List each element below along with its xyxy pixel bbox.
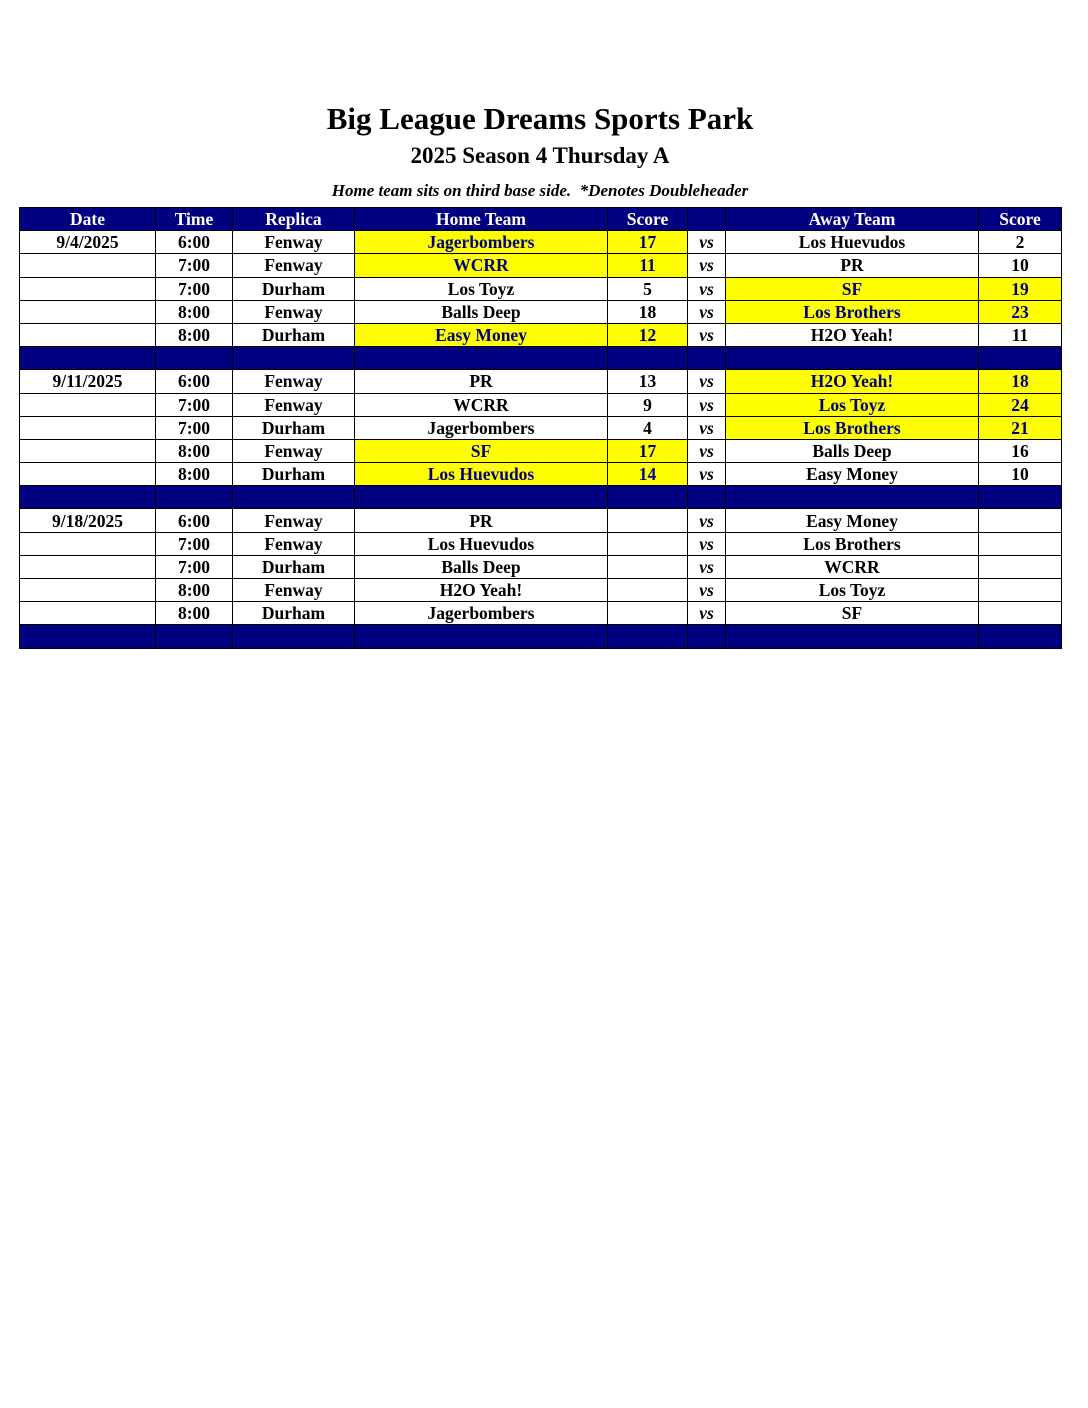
away-team: Los Toyz bbox=[726, 579, 979, 602]
home-score bbox=[608, 602, 688, 625]
away-team: SF bbox=[726, 602, 979, 625]
game-row bbox=[20, 579, 1062, 602]
header-row bbox=[20, 208, 1062, 231]
home-score: 14 bbox=[608, 463, 688, 486]
home-team: H2O Yeah! bbox=[355, 579, 608, 602]
home-team: Easy Money bbox=[355, 323, 608, 346]
away-score bbox=[979, 555, 1062, 578]
away-score: 2 bbox=[979, 231, 1062, 254]
separator-cell bbox=[979, 347, 1062, 370]
game-replica: Fenway bbox=[233, 231, 355, 254]
separator-cell bbox=[608, 486, 688, 509]
game-replica: Fenway bbox=[233, 393, 355, 416]
col-header-home-score: Score bbox=[608, 208, 688, 231]
home-score: 9 bbox=[608, 393, 688, 416]
vs-label: vs bbox=[688, 300, 726, 323]
game-time: 8:00 bbox=[156, 463, 233, 486]
col-header-vs bbox=[688, 208, 726, 231]
separator-cell bbox=[156, 347, 233, 370]
col-header-away-team: Away Team bbox=[726, 208, 979, 231]
home-score: 4 bbox=[608, 416, 688, 439]
home-team: PR bbox=[355, 509, 608, 532]
separator-cell bbox=[233, 347, 355, 370]
game-row bbox=[20, 231, 1062, 254]
game-date bbox=[20, 439, 156, 462]
home-team: SF bbox=[355, 439, 608, 462]
vs-label: vs bbox=[688, 602, 726, 625]
home-score: 18 bbox=[608, 300, 688, 323]
game-row bbox=[20, 439, 1062, 462]
separator-cell bbox=[355, 486, 608, 509]
vs-label: vs bbox=[688, 509, 726, 532]
game-time: 8:00 bbox=[156, 439, 233, 462]
separator-cell bbox=[20, 347, 156, 370]
vs-label: vs bbox=[688, 579, 726, 602]
col-header-replica: Replica bbox=[233, 208, 355, 231]
game-date bbox=[20, 532, 156, 555]
game-date bbox=[20, 254, 156, 277]
game-date bbox=[20, 579, 156, 602]
separator-cell bbox=[20, 486, 156, 509]
game-date: 9/18/2025 bbox=[20, 509, 156, 532]
separator-cell bbox=[355, 347, 608, 370]
home-score: 13 bbox=[608, 370, 688, 393]
game-replica: Fenway bbox=[233, 370, 355, 393]
game-row bbox=[20, 370, 1062, 393]
away-team: Easy Money bbox=[726, 463, 979, 486]
home-score: 11 bbox=[608, 254, 688, 277]
game-row bbox=[20, 277, 1062, 300]
game-time: 6:00 bbox=[156, 370, 233, 393]
schedule-table bbox=[19, 207, 1062, 649]
home-score: 17 bbox=[608, 439, 688, 462]
home-score bbox=[608, 509, 688, 532]
separator-cell bbox=[979, 486, 1062, 509]
away-team: Los Brothers bbox=[726, 300, 979, 323]
away-team: H2O Yeah! bbox=[726, 370, 979, 393]
game-row bbox=[20, 555, 1062, 578]
home-team: Balls Deep bbox=[355, 300, 608, 323]
game-replica: Durham bbox=[233, 277, 355, 300]
home-team: Jagerbombers bbox=[355, 231, 608, 254]
game-time: 7:00 bbox=[156, 416, 233, 439]
separator-cell bbox=[726, 347, 979, 370]
home-team: WCRR bbox=[355, 254, 608, 277]
game-time: 6:00 bbox=[156, 509, 233, 532]
separator-cell bbox=[156, 486, 233, 509]
separator-cell bbox=[355, 625, 608, 648]
away-team: Los Brothers bbox=[726, 416, 979, 439]
week-separator-row bbox=[20, 486, 1062, 509]
home-score bbox=[608, 579, 688, 602]
separator-cell bbox=[726, 625, 979, 648]
home-team: Jagerbombers bbox=[355, 602, 608, 625]
away-team: WCRR bbox=[726, 555, 979, 578]
separator-cell bbox=[233, 625, 355, 648]
game-time: 7:00 bbox=[156, 532, 233, 555]
home-score: 5 bbox=[608, 277, 688, 300]
game-date bbox=[20, 555, 156, 578]
game-time: 8:00 bbox=[156, 602, 233, 625]
game-replica: Fenway bbox=[233, 532, 355, 555]
home-team: PR bbox=[355, 370, 608, 393]
separator-cell bbox=[688, 486, 726, 509]
vs-label: vs bbox=[688, 555, 726, 578]
game-replica: Durham bbox=[233, 602, 355, 625]
separator-cell bbox=[608, 625, 688, 648]
col-header-home-team: Home Team bbox=[355, 208, 608, 231]
vs-label: vs bbox=[688, 277, 726, 300]
away-team: H2O Yeah! bbox=[726, 323, 979, 346]
vs-label: vs bbox=[688, 532, 726, 555]
away-team: Los Brothers bbox=[726, 532, 979, 555]
away-score: 11 bbox=[979, 323, 1062, 346]
home-team: Los Toyz bbox=[355, 277, 608, 300]
home-score: 17 bbox=[608, 231, 688, 254]
game-row bbox=[20, 509, 1062, 532]
season-subtitle: 2025 Season 4 Thursday A bbox=[410, 143, 670, 168]
away-score: 10 bbox=[979, 463, 1062, 486]
away-score bbox=[979, 509, 1062, 532]
away-team: PR bbox=[726, 254, 979, 277]
separator-cell bbox=[688, 625, 726, 648]
game-replica: Fenway bbox=[233, 300, 355, 323]
game-replica: Fenway bbox=[233, 579, 355, 602]
vs-label: vs bbox=[688, 416, 726, 439]
game-time: 8:00 bbox=[156, 579, 233, 602]
away-team: Los Huevudos bbox=[726, 231, 979, 254]
game-row bbox=[20, 602, 1062, 625]
game-time: 7:00 bbox=[156, 393, 233, 416]
vs-label: vs bbox=[688, 231, 726, 254]
game-time: 8:00 bbox=[156, 300, 233, 323]
away-team: Balls Deep bbox=[726, 439, 979, 462]
home-team: Los Huevudos bbox=[355, 532, 608, 555]
home-score: 12 bbox=[608, 323, 688, 346]
game-row bbox=[20, 254, 1062, 277]
away-score bbox=[979, 532, 1062, 555]
col-header-date: Date bbox=[20, 208, 156, 231]
game-replica: Fenway bbox=[233, 439, 355, 462]
away-score: 21 bbox=[979, 416, 1062, 439]
vs-label: vs bbox=[688, 393, 726, 416]
home-team: Balls Deep bbox=[355, 555, 608, 578]
away-score bbox=[979, 602, 1062, 625]
home-team: Los Huevudos bbox=[355, 463, 608, 486]
vs-label: vs bbox=[688, 370, 726, 393]
home-team: WCRR bbox=[355, 393, 608, 416]
game-replica: Durham bbox=[233, 416, 355, 439]
away-score: 24 bbox=[979, 393, 1062, 416]
game-date bbox=[20, 277, 156, 300]
game-date: 9/11/2025 bbox=[20, 370, 156, 393]
separator-cell bbox=[608, 347, 688, 370]
game-time: 6:00 bbox=[156, 231, 233, 254]
game-replica: Durham bbox=[233, 463, 355, 486]
away-score: 16 bbox=[979, 439, 1062, 462]
away-team: Easy Money bbox=[726, 509, 979, 532]
separator-cell bbox=[20, 625, 156, 648]
game-replica: Fenway bbox=[233, 254, 355, 277]
col-header-away-score: Score bbox=[979, 208, 1062, 231]
game-row bbox=[20, 323, 1062, 346]
game-date bbox=[20, 393, 156, 416]
col-header-time: Time bbox=[156, 208, 233, 231]
separator-cell bbox=[233, 486, 355, 509]
home-score bbox=[608, 555, 688, 578]
game-time: 7:00 bbox=[156, 254, 233, 277]
game-replica: Durham bbox=[233, 555, 355, 578]
game-row bbox=[20, 532, 1062, 555]
game-date bbox=[20, 323, 156, 346]
schedule-body bbox=[20, 231, 1062, 648]
page-title: Big League Dreams Sports Park bbox=[326, 101, 754, 136]
game-date bbox=[20, 416, 156, 439]
game-date bbox=[20, 300, 156, 323]
away-score: 18 bbox=[979, 370, 1062, 393]
away-score bbox=[979, 579, 1062, 602]
week-separator-row bbox=[20, 347, 1062, 370]
separator-cell bbox=[688, 347, 726, 370]
separator-cell bbox=[979, 625, 1062, 648]
home-score bbox=[608, 532, 688, 555]
game-replica: Durham bbox=[233, 323, 355, 346]
away-score: 23 bbox=[979, 300, 1062, 323]
vs-label: vs bbox=[688, 463, 726, 486]
away-team: SF bbox=[726, 277, 979, 300]
vs-label: vs bbox=[688, 254, 726, 277]
game-row bbox=[20, 300, 1062, 323]
separator-cell bbox=[726, 486, 979, 509]
home-team: Jagerbombers bbox=[355, 416, 608, 439]
game-row bbox=[20, 463, 1062, 486]
game-time: 7:00 bbox=[156, 555, 233, 578]
vs-label: vs bbox=[688, 439, 726, 462]
away-score: 10 bbox=[979, 254, 1062, 277]
away-team: Los Toyz bbox=[726, 393, 979, 416]
game-time: 7:00 bbox=[156, 277, 233, 300]
game-time: 8:00 bbox=[156, 323, 233, 346]
away-score: 19 bbox=[979, 277, 1062, 300]
game-date bbox=[20, 602, 156, 625]
separator-cell bbox=[156, 625, 233, 648]
schedule-note: Home team sits on third base side. *Denotes Doubleheader bbox=[331, 181, 749, 200]
game-date: 9/4/2025 bbox=[20, 231, 156, 254]
week-separator-row bbox=[20, 625, 1062, 648]
game-date bbox=[20, 463, 156, 486]
game-row bbox=[20, 393, 1062, 416]
game-replica: Fenway bbox=[233, 509, 355, 532]
vs-label: vs bbox=[688, 323, 726, 346]
game-row bbox=[20, 416, 1062, 439]
